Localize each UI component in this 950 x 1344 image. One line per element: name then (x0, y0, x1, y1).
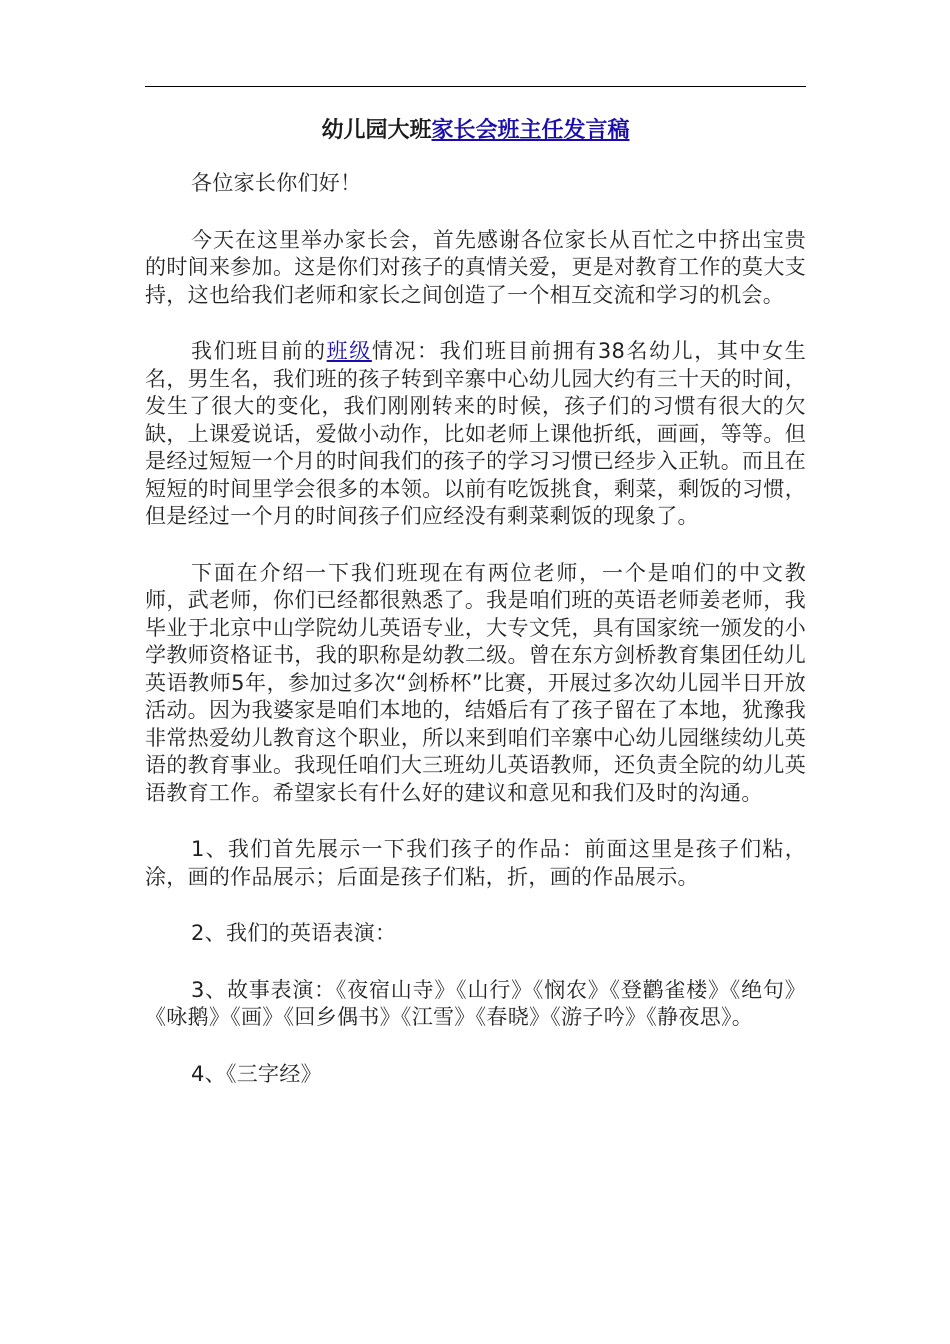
title-prefix: 幼儿园大班 (321, 118, 432, 143)
item-4-paragraph: 4、《三字经》 (191, 1061, 322, 1086)
document-title (145, 114, 806, 148)
item-3-paragraph: 3、故事表演：《夜宿山寺》《山行》《悯农》《登鹳雀楼》《绝句》《咏鹅》《画》《回乡偶书》《江雪》《春晓》《游子吟》《静夜思》。 (145, 977, 806, 1029)
document-body (145, 114, 806, 1117)
teacher-intro-paragraph: 下面在介绍一下我们班现在有两位老师，一个是咱们的中文教师，武老师，你们已经都很熟悉了。我是咱们班的英语老师姜老师，我毕业于北京中山学院幼儿英语专业，大专文凭，具有国家统一颁发的小学教师资格证书，我的职称是幼教二级。曾在东方剑桥教育集团任幼儿英语教师5年，参加过多次“剑桥杯”比赛，开展过多次幼儿园半日开放活动。因为我婆家是咱们本地的，结婚后有了孩子留在了本地，犹豫我非常热爱幼儿教育这个职业，所以来到咱们辛寨中心幼儿园继续幼儿英语的教育事业。我现任咱们大三班幼儿英语教师，还负责全院的幼儿英语教育工作。希望家长有什么好的建议和意见和我们及时的沟通。 (145, 560, 806, 805)
intro-paragraph: 今天在这里举办家长会，首先感谢各位家长从百忙之中挤出宝贵的时间来参加。这是你们对孩子的真情关爱，更是对教育工作的莫大支持，这也给我们老师和家长之间创造了一个相互交流和学习的机会。 (145, 227, 806, 307)
item-1-paragraph: 1、我们首先展示一下我们孩子的作品：前面这里是孩子们粘，涂，画的作品展示；后面是孩子们粘，折，画的作品展示。 (145, 837, 806, 889)
greeting-paragraph: 各位家长你们好！ (191, 171, 362, 195)
item-2-paragraph: 2、我们的英语表演： (191, 921, 397, 945)
header-rule (145, 86, 806, 87)
class-status-lead: 我们班目前的 (191, 339, 327, 363)
class-status-text: 情况：我们班目前拥有38名幼儿，其中女生名，男生名，我们班的孩子转到辛寨中心幼儿园大约有三十天的时间，发生了很大的变化，我们刚刚转来的时候，孩子们的习惯有很大的欠缺，上课爱说话，爱做小动作，比如老师上课他折纸，画画，等等。但是经过短短一个月的时间我们的孩子的学习习惯已经步入正轨。而且在短短的时间里学会很多的本领。以前有吃饭挑食，剩菜，剩饭的习惯，但是经过一个月的时间孩子们应经没有剩菜剩饭的现象了。 (145, 339, 806, 528)
title-link[interactable]: 家长会班主任发言稿 (431, 118, 630, 143)
class-status-paragraph (145, 338, 806, 531)
class-link[interactable]: 班级 (326, 339, 372, 363)
